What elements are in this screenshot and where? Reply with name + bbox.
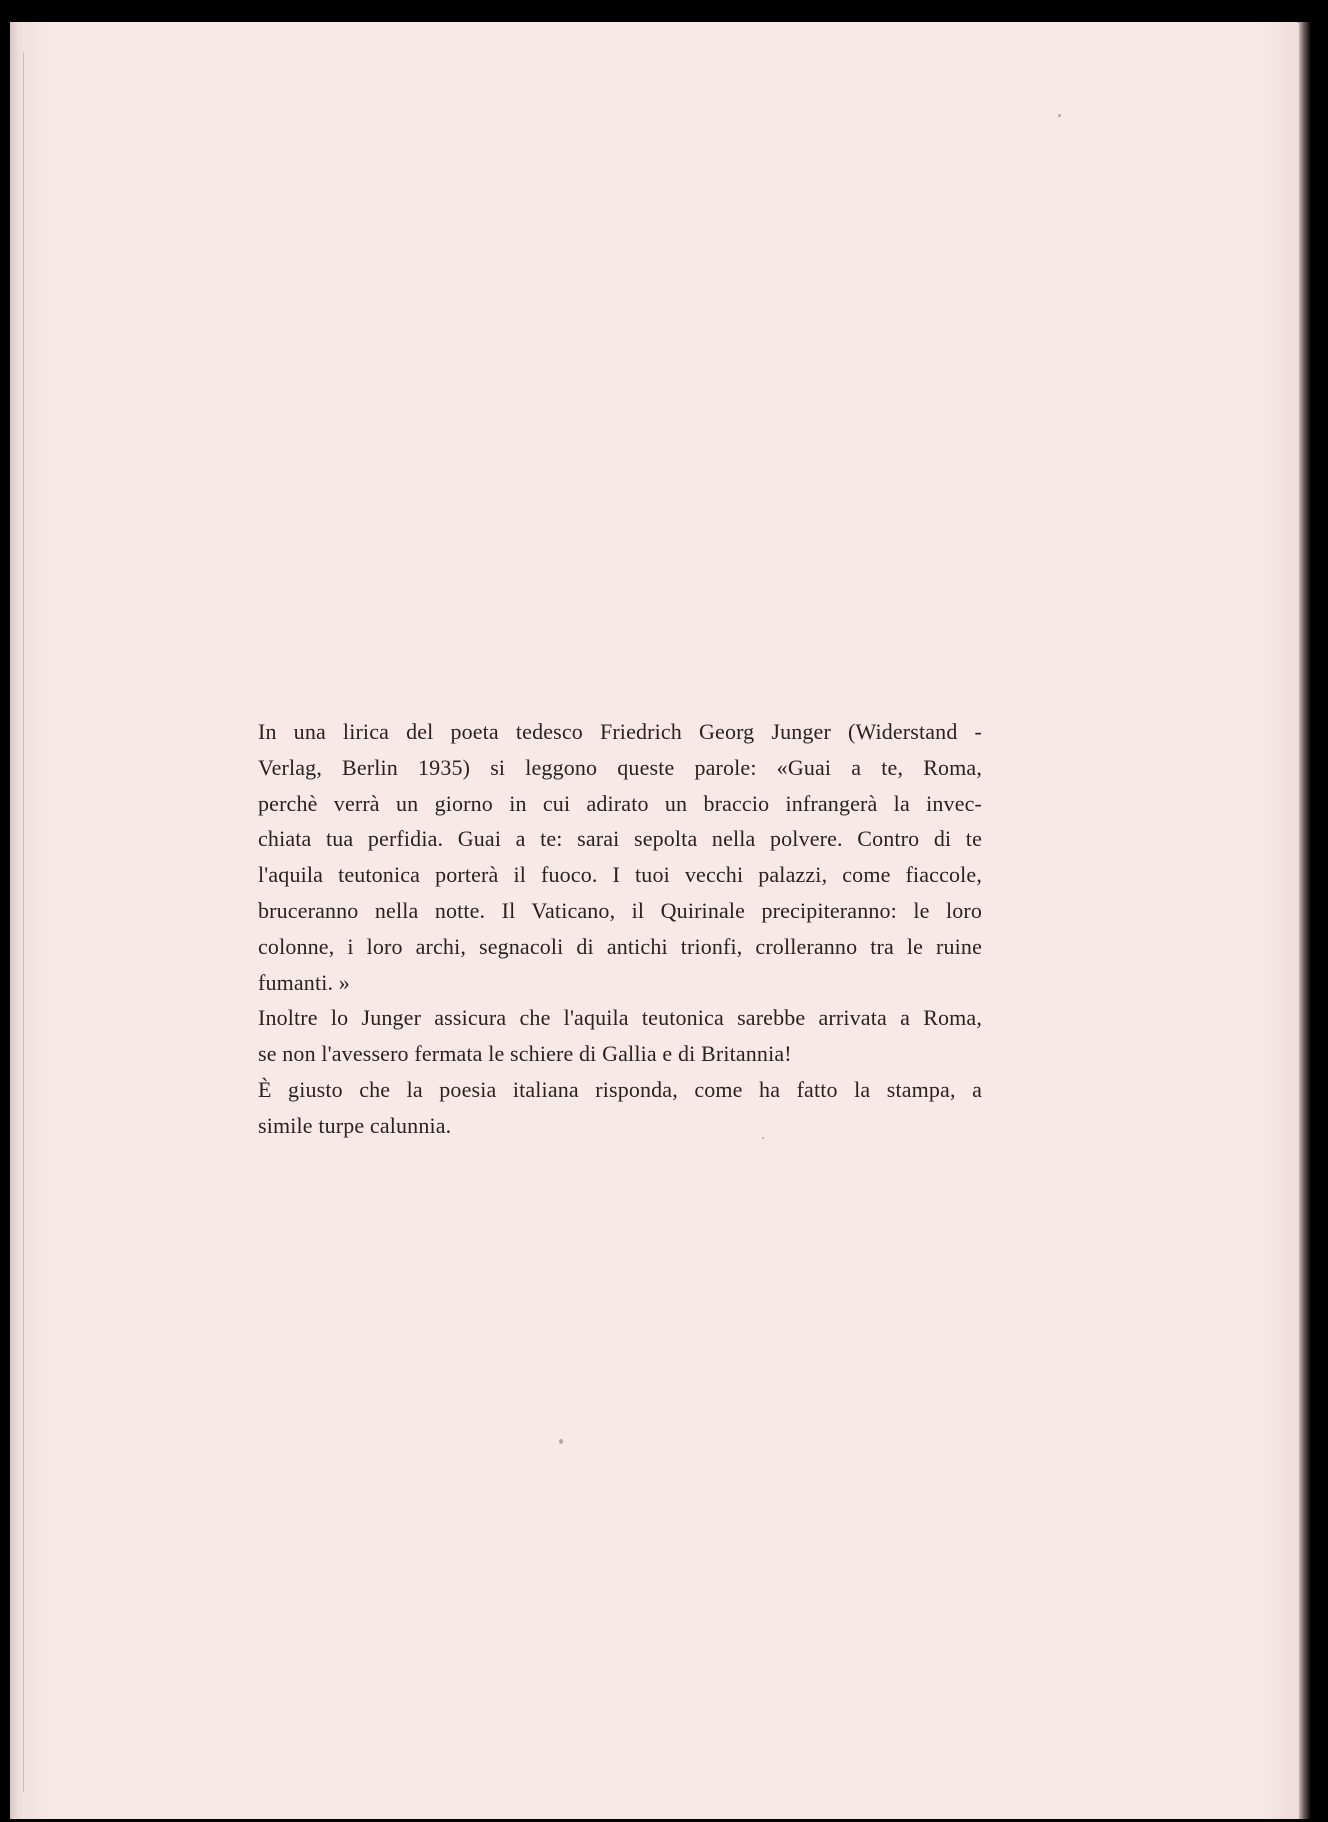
- text-line: se non l'avessero fermata le schiere di Gallia e di Britannia!: [258, 1041, 792, 1067]
- text-line: chiata tua perfidia. Guai a te: sarai sepolta nella polvere. Contro di te: [258, 826, 982, 852]
- text-line: bruceranno nella notte. Il Vaticano, il Quirinale precipiteranno: le loro: [258, 897, 982, 923]
- paragraph-quote: [258, 714, 982, 1000]
- text-line: simile turpe calunnia.: [258, 1112, 452, 1138]
- text-line: perchè verrà un giorno in cui adirato un braccio infrangerà la invec-: [258, 790, 982, 816]
- text-line: l'aquila teutonica porterà il fuoco. I tuoi vecchi palazzi, come fiaccole,: [258, 862, 982, 888]
- paragraph-conclusion: [258, 1072, 982, 1144]
- body-text: [258, 714, 982, 1144]
- paragraph-junger: [258, 1000, 982, 1072]
- page-edge-shadow: [1299, 22, 1311, 1819]
- paper-speck: [1058, 114, 1061, 117]
- text-line: In una lirica del poeta tedesco Friedrich Georg Junger (Widerstand -: [258, 719, 982, 744]
- gutter-line: [23, 52, 24, 1792]
- text-line: colonne, i loro archi, segnacoli di antichi trionfi, crolleranno tra le ruine: [258, 933, 982, 959]
- paper-speck: [559, 1439, 563, 1444]
- text-line: Verlag, Berlin 1935) si leggono queste parole: «Guai a te, Roma,: [258, 754, 982, 780]
- text-line: fumanti. »: [258, 969, 350, 995]
- text-line: Inoltre lo Junger assicura che l'aquila teutonica sarebbe arrivata a Roma,: [258, 1005, 982, 1031]
- text-line: È giusto che la poesia italiana risponda, come ha fatto la stampa, a: [258, 1076, 982, 1102]
- book-page: [10, 22, 1300, 1819]
- page-gutter: [10, 22, 24, 1819]
